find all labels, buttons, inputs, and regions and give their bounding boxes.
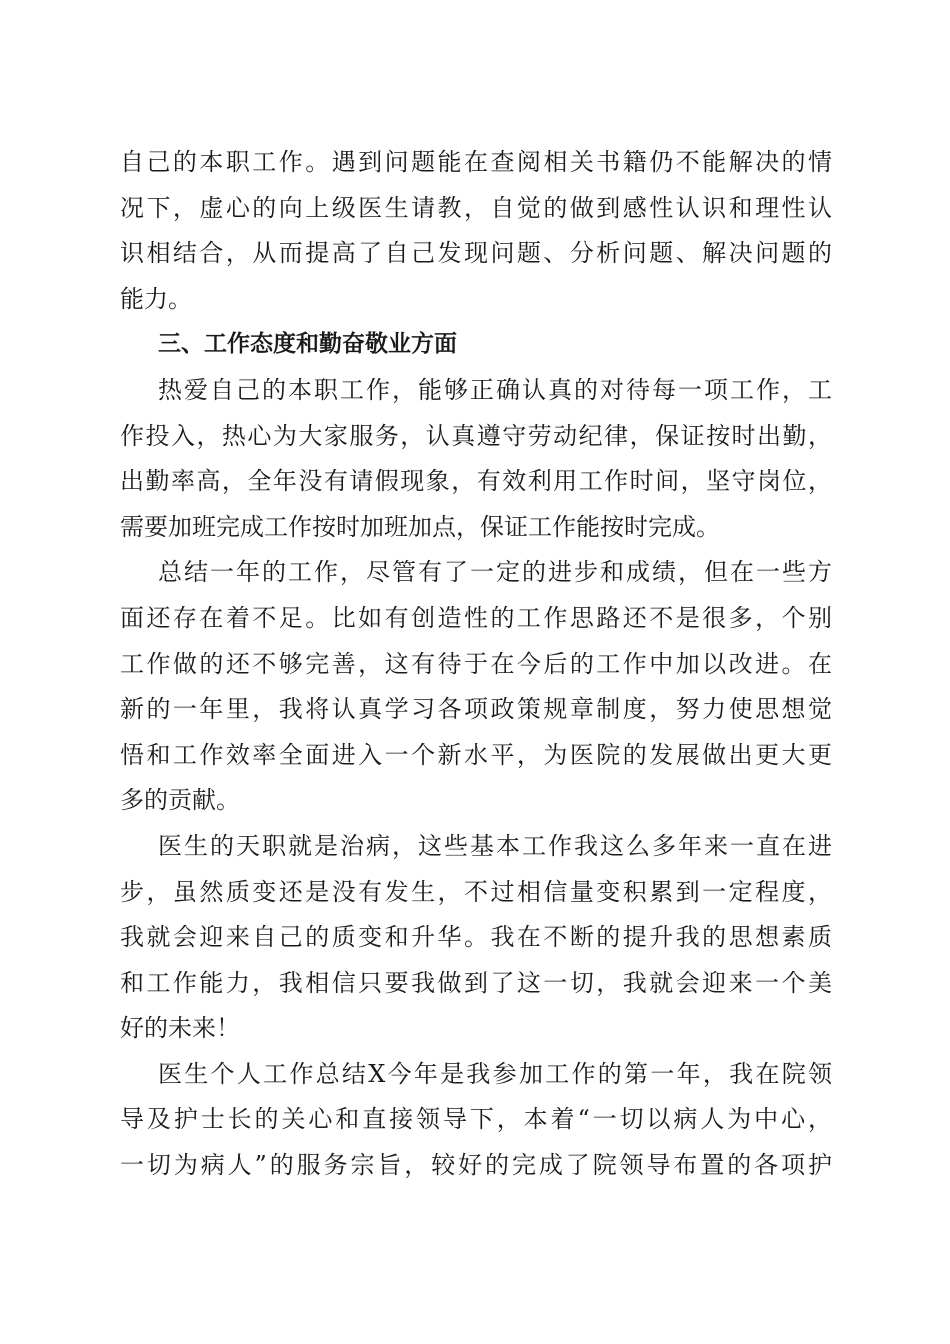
text-line: 医生个人工作总结X今年是我参加工作的第一年，我在院领 [158, 1059, 832, 1088]
document-body [120, 140, 832, 1189]
text-line: 总结一年的工作，尽管有了一定的进步和成绩，但在一些方 [158, 558, 832, 587]
text-line: 热爱自己的本职工作，能够正确认真的对待每一项工作，工 [158, 375, 832, 404]
text-line: 自己的本职工作。遇到问题能在查阅相关书籍仍不能解决的情 [120, 148, 832, 176]
text-line: 导及护士长的关心和直接领导下，本着“一切以病人为中心， [120, 1105, 832, 1134]
text-line: 和工作能力，我相信只要我做到了这一切，我就会迎来一个美 [120, 968, 832, 997]
text-line: 作投入，热心为大家服务，认真遵守劳动纪律，保证按时出勤， [120, 421, 832, 450]
text-line: 识相结合，从而提高了自己发现问题、分析问题、解决问题的 [120, 239, 832, 268]
text-line: 一切为病人”的服务宗旨，较好的完成了院领导布置的各项护 [120, 1151, 832, 1180]
section-heading: 三、工作态度和勤奋敬业方面 [158, 331, 457, 358]
text-line: 能力。 [120, 284, 192, 313]
text-line: 多的贡献。 [120, 786, 240, 815]
text-line: 新的一年里，我将认真学习各项政策规章制度，努力使思想觉 [120, 695, 832, 724]
text-line: 我就会迎来自己的质变和升华。我在不断的提升我的思想素质 [120, 923, 832, 952]
text-line: 步，虽然质变还是没有发生，不过相信量变积累到一定程度， [120, 877, 832, 906]
text-line: 出勤率高，全年没有请假现象，有效利用工作时间，坚守岗位， [120, 467, 832, 496]
text-line: 工作做的还不够完善，这有待于在今后的工作中加以改进。在 [120, 649, 832, 678]
text-line: 医生的天职就是治病，这些基本工作我这么多年来一直在进 [158, 831, 832, 860]
text-line: 况下，虚心的向上级医生请教，自觉的做到感性认识和理性认 [120, 193, 832, 222]
text-line: 面还存在着不足。比如有创造性的工作思路还不是很多，个别 [120, 603, 832, 632]
text-line: 好的未来！ [120, 1014, 240, 1043]
text-line: 需要加班完成工作按时加班加点，保证工作能按时完成。 [120, 512, 720, 541]
text-line: 悟和工作效率全面进入一个新水平，为医院的发展做出更大更 [120, 740, 832, 769]
